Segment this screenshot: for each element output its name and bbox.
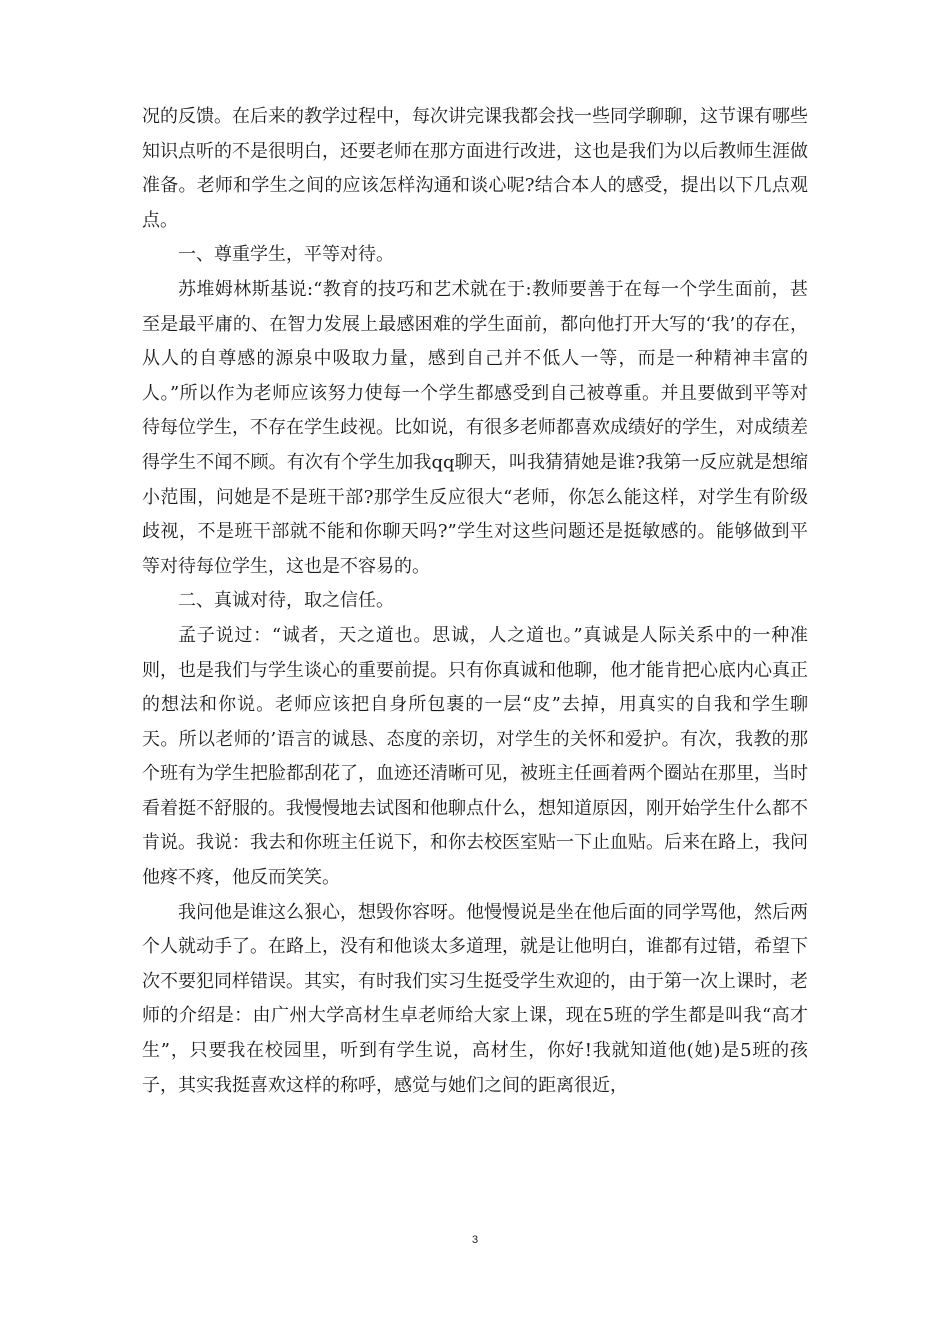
paragraph-mencius-quote: 孟子说过：“诚者，天之道也。思诚，人之道也。”真诚是人际关系中的一种准则，也是我们与学生谈心的重要前提。只有你真诚和他聊，他才能肯把心底内心真正的想法和你说。老师应该把自身所包裹的一层“皮”去掉，用真实的自我和学生聊天。所以老师的’语言的诚恳、态度的亲切，对学生的关怀和爱护。有次，我教的那个班有为学生把脸都刮花了，血迹还清晰可见，被班主任画着两个圈站在那里，当时看着挺不舒服的。我慢慢地去试图和他聊点什么，想知道原因，刚开始学生什么都不肯说。我说：我去和你班主任说下，和你去校医室贴一下止血贴。后来在路上，我问他疼不疼，他反而笑笑。 [142,624,808,889]
paragraph-continued-feedback: 况的反馈。在后来的教学过程中，每次讲完课我都会找一些同学聊聊，这节课有哪些知识点听的不是很明白，还要老师在那方面进行改进，这也是我们为以后教师生涯做准备。老师和学生之间的应该怎样沟通和谈心呢?结合本人的感受，提出以下几点观点。 [142,106,808,231]
section-heading-respect-students: 一、尊重学生，平等对待。 [178,244,394,266]
paragraph-student-story: 我问他是谁这么狠心，想毁你容呀。他慢慢说是坐在他后面的同学骂他，然后两个人就动手了。在路上，没有和他谈太多道理，就是让他明白，谁都有过错，希望下次不要犯同样错误。其实，有时我们实习生挺受学生欢迎的，由于第一次上课时，老师的介绍是：由广州大学高材生卓老师给大家上课，现在5班的学生都是叫我“高才生”，只要我在校园里，听到有学生说，高材生，你好!我就知道他(她)是5班的孩子，其实我挺喜欢这样的称呼，感觉与她们之间的距离很近， [142,901,808,1096]
section-heading-sincerity-trust: 二、真诚对待，取之信任。 [178,590,394,612]
document-body [142,100,808,1103]
paragraph-sukhomlinsky-quote: 苏堆姆林斯基说:“教育的技巧和艺术就在于:教师要善于在每一个学生面前，甚至是最平庸的、在智力发展上最感困难的学生面前，都向他打开大写的‘我’的存在，从人的自尊感的源泉中吸取力量，感到自己并不低人一等，而是一种精神丰富的人。”所以作为老师应该努力使每一个学生都感受到自己被尊重。并且要做到平等对待每位学生，不存在学生歧视。比如说，有很多老师都喜欢成绩好的学生，对成绩差得学生不闻不顾。有次有个学生加我qq聊天，叫我猜猜她是谁?我第一反应就是想缩小范围，问她是不是班干部?那学生反应很大“老师，你怎么能这样，对学生有阶级歧视，不是班干部就不能和你聊天吗?”学生对这些问题还是挺敏感的。能够做到平等对待每位学生，这也是不容易的。 [142,278,808,577]
page-number: 3 [471,1234,479,1246]
